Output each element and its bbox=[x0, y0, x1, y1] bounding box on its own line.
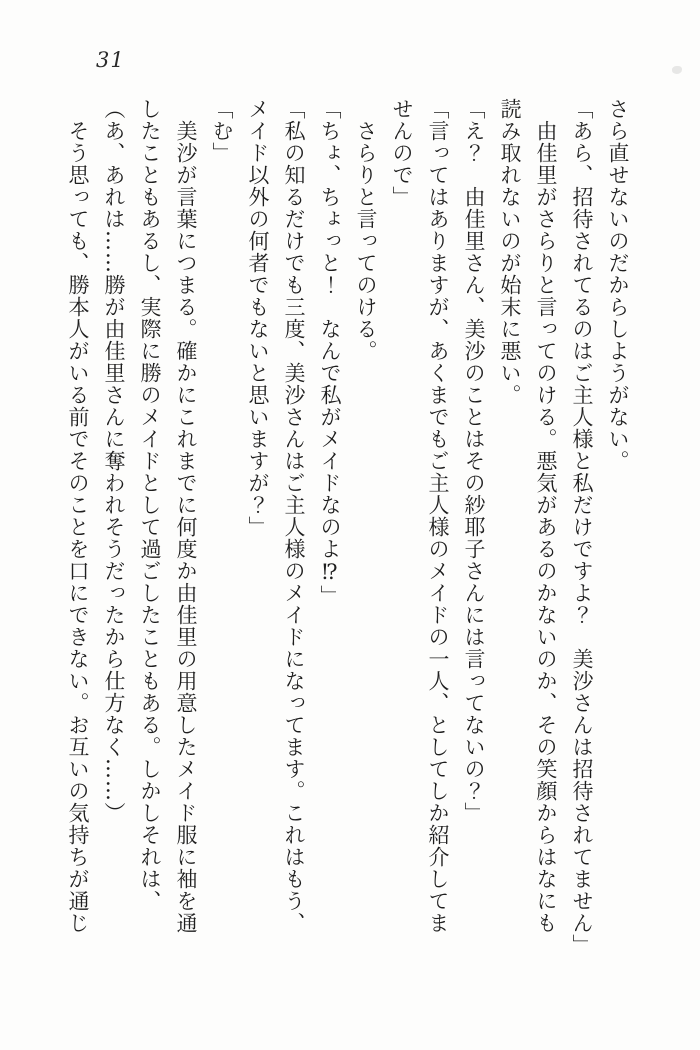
scan-artifact-mark bbox=[672, 66, 682, 74]
text-line: そう思っても、勝本人がいる前でそのことを口にできない。お互いの気持ちが通じ bbox=[66, 98, 90, 934]
text-line: 美沙が言葉につまる。確かにこれまでに何度か由佳里の用意したメイド服に袖を通 bbox=[174, 98, 198, 934]
text-line: せんので」 bbox=[390, 98, 414, 208]
text-line: メイド以外の何者でもないと思いますが？」 bbox=[246, 98, 270, 538]
text-line: 「ちょ、ちょっと！ なんで私がメイドなのよ⁉」 bbox=[318, 98, 342, 607]
text-line: したこともあるし、実際に勝のメイドとして過ごしたこともある。しかしそれは、 bbox=[138, 98, 162, 912]
text-line: 「私の知るだけでも三度、美沙さんはご主人様のメイドになってます。これはもう、 bbox=[282, 98, 306, 934]
text-line: 「え？ 由佳里さん、美沙のことはその紗耶子さんには言ってないの？」 bbox=[462, 98, 486, 824]
text-block bbox=[60, 98, 636, 956]
text-line: 「む」 bbox=[210, 98, 234, 164]
text-line: さらりと言ってのける。 bbox=[354, 98, 378, 362]
text-line: （あ、あれは……勝が由佳里さんに奪われそうだったから仕方なく……） bbox=[102, 98, 126, 824]
text-line: 由佳里がさらりと言ってのける。悪気があるのかないのか、その笑顔からはなにも bbox=[534, 98, 558, 934]
text-line: 「言ってはありますが、あくまでもご主人様のメイドの一人、としてしか紹介してま bbox=[426, 98, 450, 934]
page-number: 31 bbox=[96, 48, 125, 72]
text-line: さら直せないのだからしようがない。 bbox=[606, 98, 630, 472]
text-line: 読み取れないのが始末に悪い。 bbox=[498, 98, 522, 406]
text-line: 「あら、招待されてるのはご主人様と私だけですよ？ 美沙さんは招待されてません」 bbox=[570, 98, 594, 956]
